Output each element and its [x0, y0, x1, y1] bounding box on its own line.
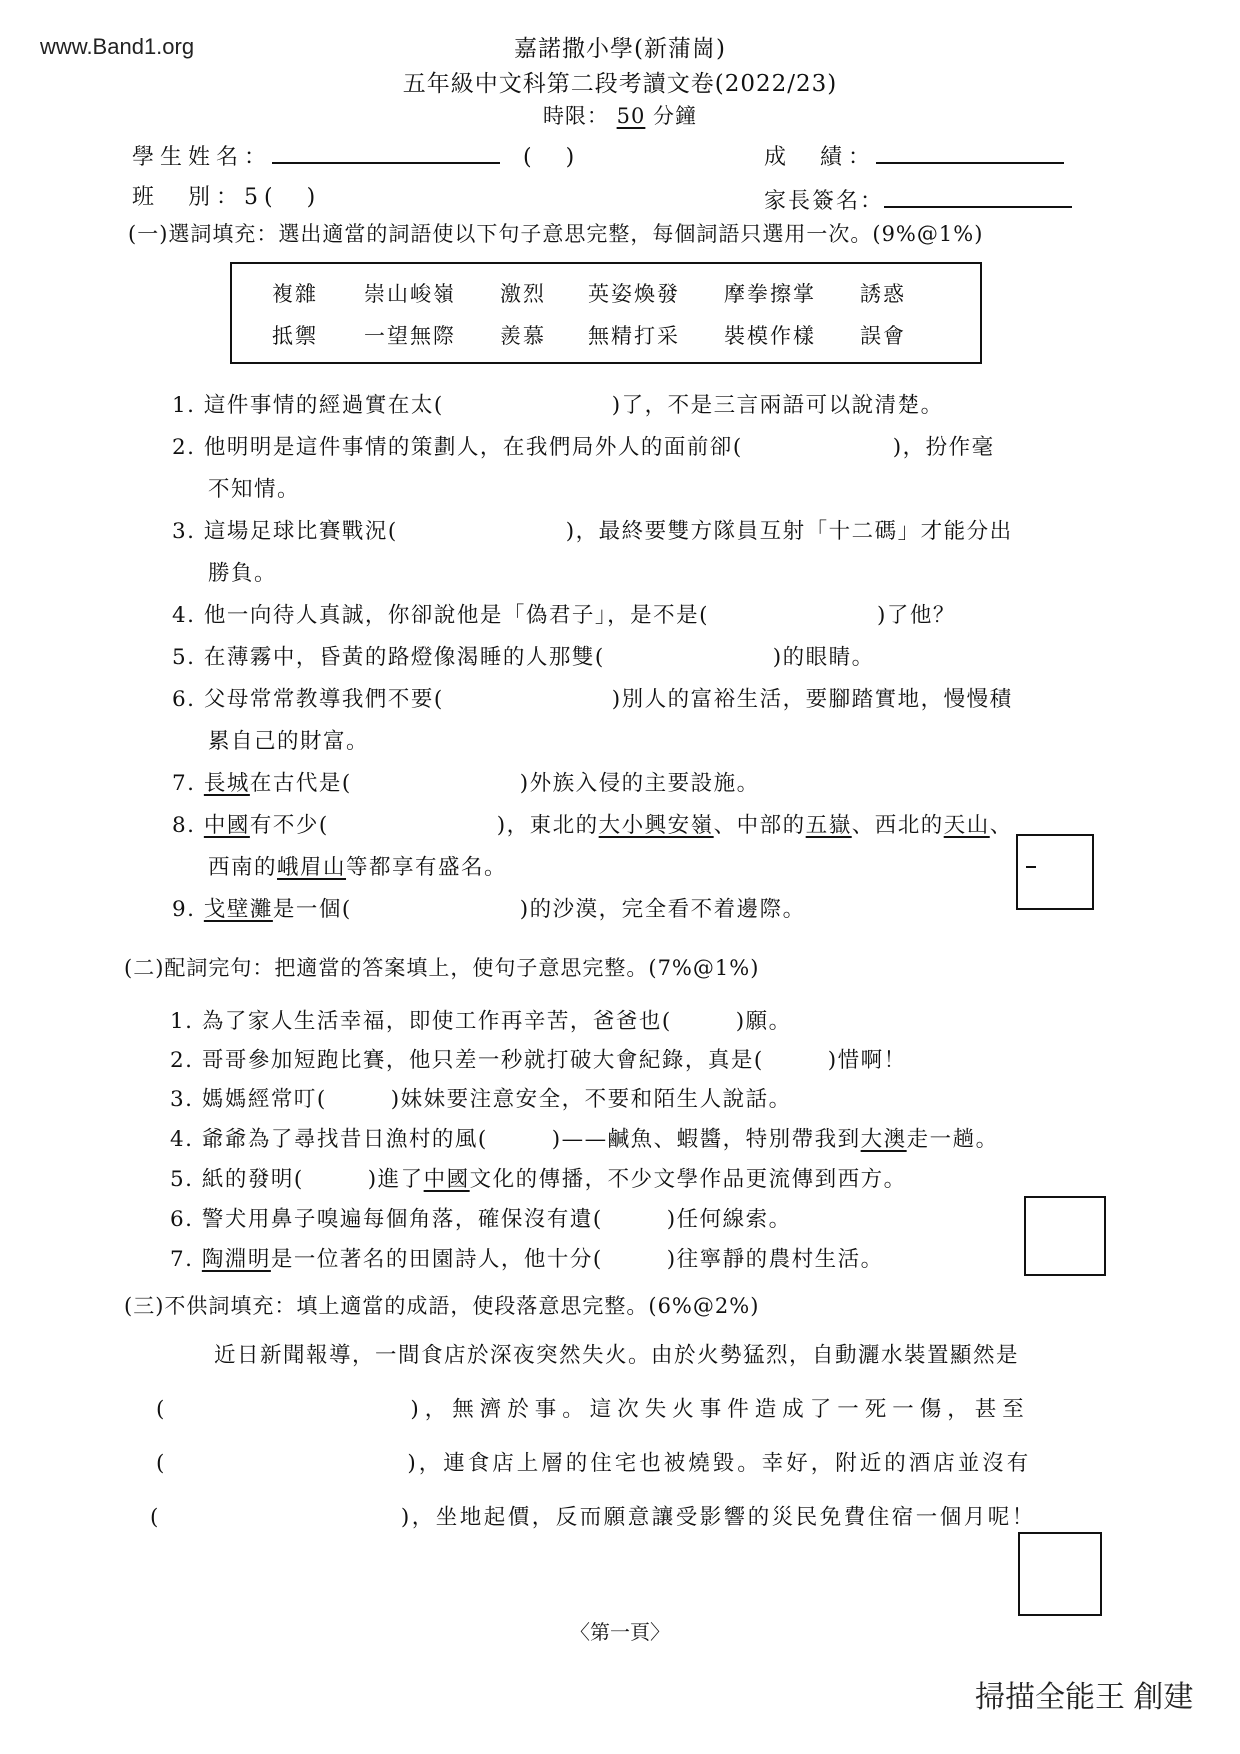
question-text: 他明明是這件事情的策劃人，在我們局外人的面前卻( — [203, 435, 743, 460]
score-label: 成 績： — [764, 145, 877, 170]
question-text: 、中部的 — [713, 813, 806, 838]
s1-question-3 — [172, 514, 1013, 545]
proper-noun: 長城 — [203, 771, 250, 796]
question-text: )，無濟於事。這次失火事件造成了一死一傷，甚至 — [410, 1397, 1030, 1422]
question-text: 在薄霧中，昏黃的路燈像渴睡的人那雙( — [203, 645, 605, 670]
question-text: 這場足球比賽戰況( — [203, 519, 398, 544]
question-text: )，連食店上層的住宅也被燒毀。幸好，附近的酒店並沒有 — [407, 1451, 1032, 1476]
s1-question-6-cont: 累自己的財富。 — [208, 729, 370, 754]
s2-question-2 — [170, 1043, 907, 1074]
question-number: 9. — [172, 897, 196, 922]
s1-question-6 — [172, 682, 1013, 713]
s1-question-2 — [172, 430, 995, 461]
proper-noun: 陶淵明 — [201, 1247, 271, 1272]
s3-paragraph-line-1: 近日新聞報導，一間食店於深夜突然失火。由於火勢猛烈，自動灑水裝置顯然是 — [214, 1343, 1020, 1368]
question-text: 西南的 — [208, 855, 278, 880]
word-bank-item: 羨慕 — [500, 324, 546, 348]
question-text: 為了家人生活幸福，即使工作再辛苦，爸爸也( — [201, 1009, 672, 1034]
score-box-section2[interactable] — [1024, 1196, 1106, 1276]
question-text: 警犬用鼻子嗅遍每個角落，確保沒有遺( — [201, 1207, 603, 1232]
scanner-credit: 掃描全能王 創建 — [975, 1681, 1194, 1714]
question-text: 、 — [989, 813, 1013, 838]
s1-question-8 — [172, 808, 1013, 839]
question-text: )，東北的 — [496, 813, 599, 838]
word-bank-item: 裝模作樣 — [724, 324, 816, 348]
s1-question-1 — [172, 388, 944, 419]
word-bank-item: 崇山峻嶺 — [364, 282, 456, 306]
question-text: )進了 — [367, 1167, 424, 1192]
parent-signature-line[interactable] — [884, 188, 1072, 208]
question-number: 1. — [172, 393, 196, 418]
proper-noun: 中國 — [423, 1167, 470, 1192]
question-text: )了，不是三言兩語可以說清楚。 — [611, 393, 944, 418]
s1-question-3-cont: 勝負。 — [208, 561, 278, 586]
student-name-label: 學生姓名： — [132, 145, 273, 170]
proper-noun: 五嶽 — [805, 813, 852, 838]
word-bank-box — [230, 262, 982, 364]
s2-question-5 — [170, 1162, 907, 1193]
question-text: 在古代是( — [249, 771, 352, 796]
question-number: 1. — [170, 1009, 194, 1034]
question-text: )別人的富裕生活，要腳踏實地，慢慢積 — [611, 687, 1013, 712]
s1-question-5 — [172, 640, 875, 671]
question-text: )妹妹要注意安全，不要和陌生人說話。 — [390, 1087, 792, 1112]
word-bank-item: 一望無際 — [364, 324, 456, 348]
question-number: 2. — [170, 1048, 194, 1073]
question-text: )外族入侵的主要設施。 — [519, 771, 760, 796]
time-limit-value: 50 — [616, 104, 646, 128]
word-bank-item: 抵禦 — [272, 324, 318, 348]
question-text: )——鹹魚、蝦醬，特別帶我到 — [551, 1127, 861, 1152]
question-text: ( — [150, 1505, 161, 1530]
question-text: )了他？ — [877, 603, 956, 628]
question-number: 5. — [172, 645, 196, 670]
question-text: 是一個( — [272, 897, 352, 922]
student-number-paren: ( ) — [523, 145, 581, 170]
question-number: 6. — [170, 1207, 194, 1232]
score-line[interactable] — [876, 144, 1064, 164]
s1-question-9 — [172, 892, 806, 923]
question-number: 6. — [172, 687, 196, 712]
word-bank-item: 摩拳擦掌 — [724, 282, 816, 306]
question-text: 他一向待人真誠，你卻說他是「偽君子」，是不是( — [203, 603, 709, 628]
question-number: 2. — [172, 435, 196, 460]
parent-signature-label: 家長簽名： — [764, 189, 885, 214]
question-text: ( — [156, 1451, 168, 1476]
question-text: )的沙漠，完全看不着邊際。 — [519, 897, 806, 922]
class-label: 班 別： — [132, 185, 245, 210]
question-text: 媽媽經常叮( — [201, 1087, 327, 1112]
question-text: 、西北的 — [851, 813, 944, 838]
site-watermark: www.Band1.org — [40, 34, 195, 59]
s2-question-3 — [170, 1082, 792, 1113]
question-number: 7. — [170, 1247, 194, 1272]
s3-paragraph-line-2 — [156, 1392, 1030, 1423]
time-limit-unit: 分鐘 — [653, 104, 698, 128]
question-text: 這件事情的經過實在太( — [203, 393, 444, 418]
question-text: 等都享有盛名。 — [346, 855, 508, 880]
score-box-section1[interactable] — [1016, 834, 1094, 910]
s3-paragraph-line-3 — [156, 1446, 1031, 1477]
proper-noun: 大澳 — [860, 1127, 907, 1152]
s2-question-4 — [170, 1122, 999, 1153]
paper-title: 五年級中文科第二段考讀文卷(2022/23) — [402, 71, 838, 97]
question-text: 哥哥參加短跑比賽，他只差一秒就打破大會紀錄，真是( — [201, 1048, 764, 1073]
question-text: 文化的傳播，不少文學作品更流傳到西方。 — [469, 1167, 907, 1192]
question-text: )惜啊！ — [827, 1048, 907, 1073]
question-text: )，扮作毫 — [892, 435, 995, 460]
word-bank-item: 複雜 — [272, 282, 318, 306]
question-text: 紙的發明( — [201, 1167, 304, 1192]
s1-question-2-cont: 不知情。 — [208, 477, 301, 502]
s2-question-6 — [170, 1202, 792, 1233]
class-field — [132, 180, 321, 211]
question-text: )，坐地起價，反而願意讓受影響的災民免費住宿一個月呢！ — [400, 1505, 1036, 1530]
question-number: 8. — [172, 813, 196, 838]
word-bank-item: 誤會 — [860, 324, 906, 348]
word-bank-item: 英姿煥發 — [588, 282, 680, 306]
proper-noun: 天山 — [943, 813, 990, 838]
question-text: 走一趟。 — [906, 1127, 999, 1152]
score-box-section3[interactable] — [1018, 1532, 1102, 1616]
question-text: 是一位著名的田園詩人，他十分( — [270, 1247, 603, 1272]
question-text: )往寧靜的農村生活。 — [666, 1247, 884, 1272]
question-text: 爺爺為了尋找昔日漁村的風( — [201, 1127, 488, 1152]
score-box-mark — [1026, 866, 1036, 868]
question-text: ( — [156, 1397, 171, 1422]
proper-noun: 峨眉山 — [277, 855, 347, 880]
page-number: 〈第一頁〉 — [570, 1620, 670, 1644]
section2-heading: (二)配詞完句：把適當的答案填上，使句子意思完整。(7%@1%) — [124, 956, 760, 980]
class-value: 5( ) — [244, 185, 322, 210]
student-name-field — [132, 140, 580, 171]
school-name: 嘉諾撒小學(新蒲崗) — [514, 36, 726, 62]
question-text: 有不少( — [249, 813, 329, 838]
word-bank-item: 誘惑 — [860, 282, 906, 306]
question-text: )任何線索。 — [666, 1207, 792, 1232]
time-limit — [0, 100, 1240, 130]
section3-heading: (三)不供詞填充：填上適當的成語，使段落意思完整。(6%@2%) — [124, 1294, 760, 1318]
word-bank-item: 無精打采 — [588, 324, 680, 348]
student-name-line[interactable] — [272, 144, 500, 164]
question-text: )願。 — [735, 1009, 792, 1034]
proper-noun: 大小興安嶺 — [598, 813, 714, 838]
proper-noun: 戈壁灘 — [203, 897, 273, 922]
question-number: 5. — [170, 1167, 194, 1192]
question-number: 3. — [170, 1087, 194, 1112]
s1-question-8-cont — [208, 850, 507, 881]
time-limit-label: 時限： — [542, 104, 609, 128]
question-number: 3. — [172, 519, 196, 544]
proper-noun: 中國 — [203, 813, 250, 838]
s1-question-7 — [172, 766, 760, 797]
s2-question-7 — [170, 1242, 884, 1273]
s1-question-4 — [172, 598, 956, 629]
question-text: )的眼睛。 — [772, 645, 875, 670]
question-number: 4. — [172, 603, 196, 628]
word-bank-item: 激烈 — [500, 282, 546, 306]
s2-question-1 — [170, 1004, 792, 1035]
parent-signature-field — [764, 184, 1072, 215]
question-text: )，最終要雙方隊員互射「十二碼」才能分出 — [565, 519, 1013, 544]
section1-heading: (一)選詞填充：選出適當的詞語使以下句子意思完整，每個詞語只選用一次。(9%@1%) — [128, 222, 984, 246]
question-number: 4. — [170, 1127, 194, 1152]
question-text: 父母常常教導我們不要( — [203, 687, 444, 712]
s3-paragraph-line-4 — [150, 1500, 1036, 1531]
score-field — [764, 140, 1064, 171]
question-number: 7. — [172, 771, 196, 796]
